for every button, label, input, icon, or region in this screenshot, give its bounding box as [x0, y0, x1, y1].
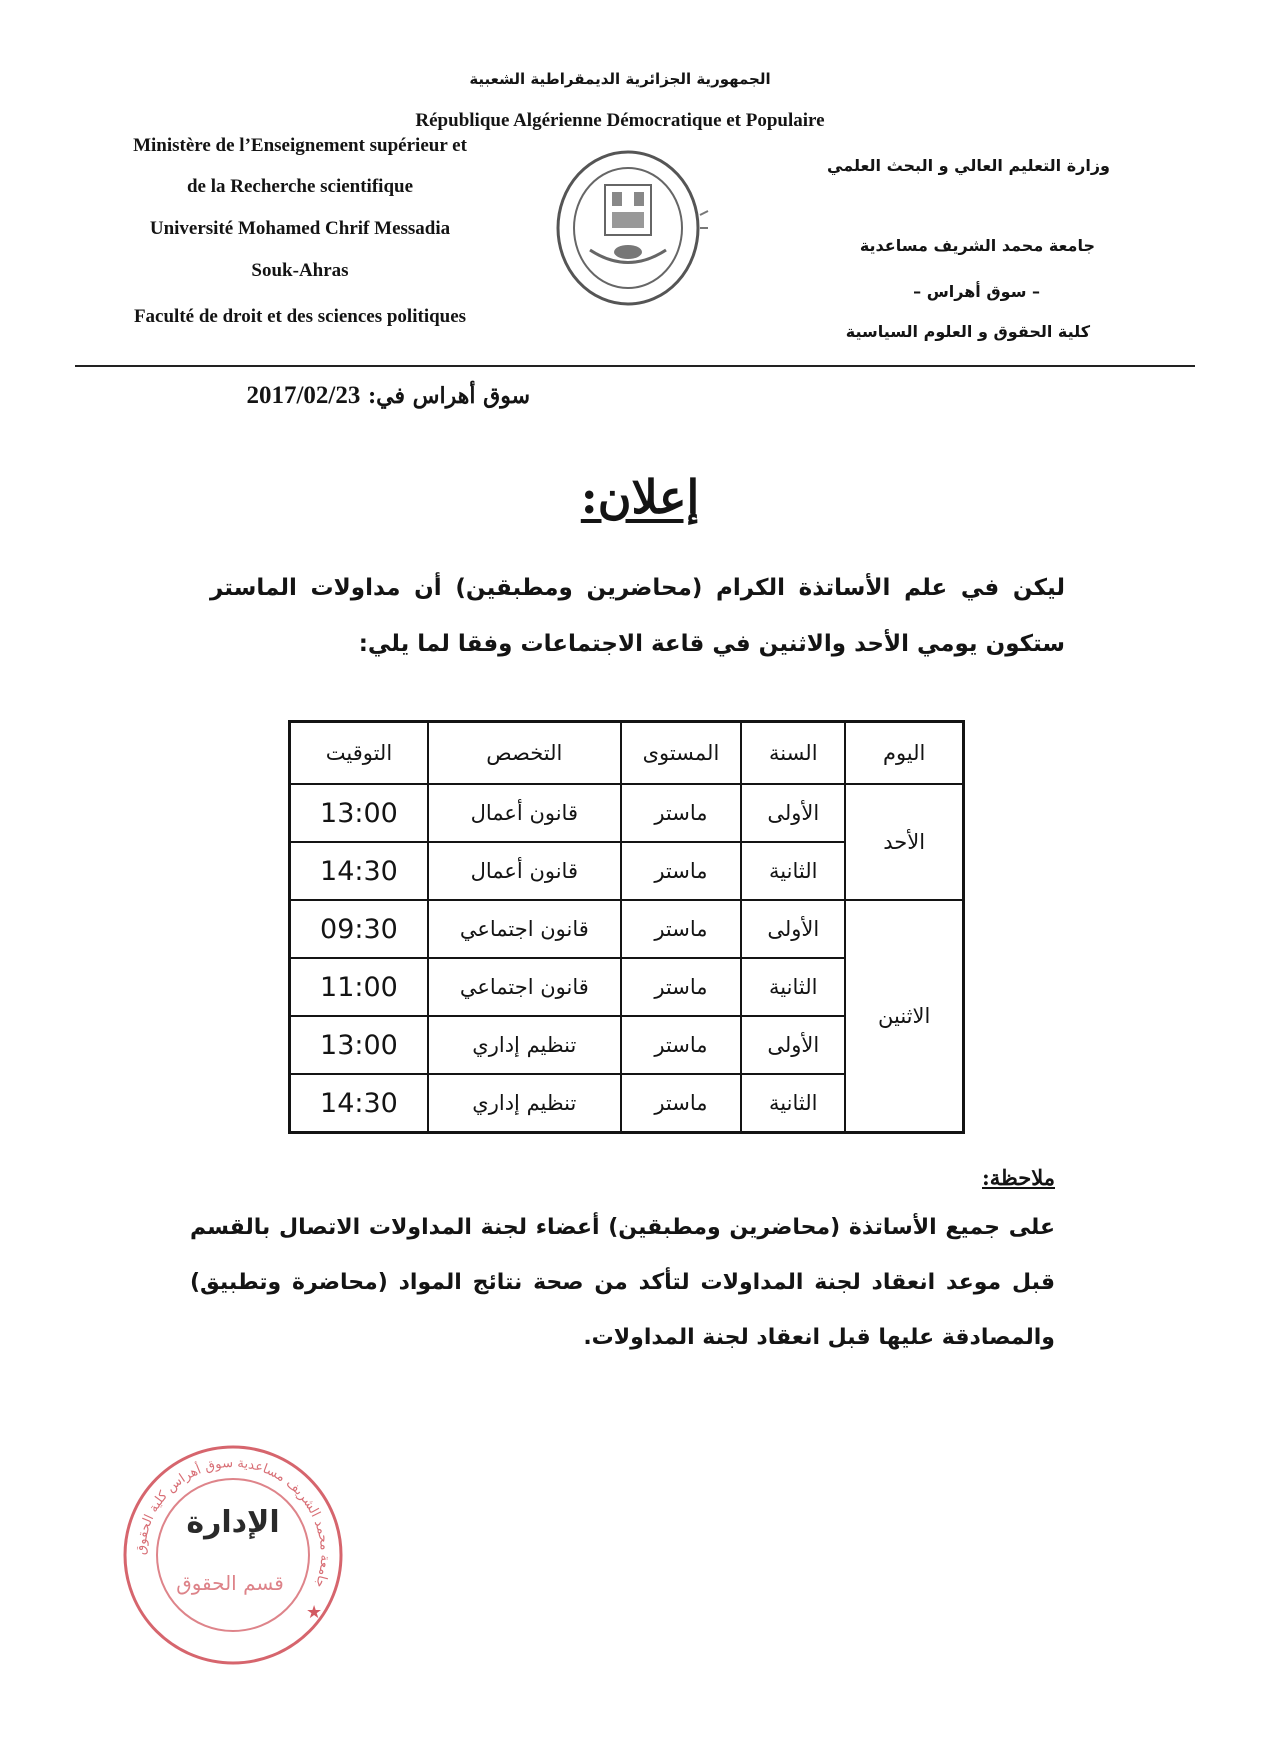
city-ar: – سوق أهراس – [913, 282, 1040, 301]
faculty-ar: كلية الحقوق و العلوم السياسية [845, 322, 1090, 341]
note-paragraph: على جميع الأساتذة (محاضرين ومطبقين) أعضاء لجنة المداولات الاتصال بالقسم قبل موعد انعقاد لجنة المداولات لتأكد من صحة نتائج المواد (محاضرة وتطبيق) والمصادقة عليها قبل انعقاد لجنة المداولات. [190, 1215, 1055, 1350]
ministry-fr-line1: Ministère de l’Enseignement supérieur et [133, 135, 467, 156]
date-value: 2017/02/23 [246, 382, 361, 409]
city-fr: Souk-Ahras [251, 260, 349, 281]
time-cell: 14:30 [290, 842, 428, 900]
table-row [290, 784, 964, 842]
university-seal-icon [550, 140, 710, 310]
star-icon: ★ [306, 1602, 323, 1623]
republic-title-fr: République Algérienne Démocratique et Populaire [415, 110, 825, 131]
time-cell: 14:30 [290, 1074, 428, 1133]
header-level: المستوى [621, 722, 741, 785]
specialty-cell: قانون اجتماعي [428, 958, 621, 1016]
table-row [290, 900, 964, 958]
year-cell: الأولى [741, 1016, 845, 1074]
date-line [200, 382, 530, 422]
header-year: السنة [741, 722, 845, 785]
ministry-fr-line2: de la Recherche scientifique [186, 176, 414, 197]
stamp-department: قسم الحقوق [176, 1571, 284, 1595]
note-label: ملاحظة: [982, 1165, 1055, 1190]
time-cell: 13:00 [290, 784, 428, 842]
header-divider [75, 365, 1195, 367]
level-cell: ماستر [621, 784, 741, 842]
time-cell: 11:00 [290, 958, 428, 1016]
announcement-title: إعلان: [580, 470, 700, 524]
intro-paragraph: ليكن في علم الأساتذة الكرام (محاضرين ومطبقين) أن مداولات الماستر ستكون يومي الأحد والاثنين في قاعة الاجتماعات وفقا لما يلي: [210, 575, 1065, 657]
faculty-fr: Faculté de droit et des sciences politiques [133, 306, 467, 327]
specialty-cell: تنظيم إداري [428, 1074, 621, 1133]
republic-title-ar: الجمهورية الجزائرية الديمقراطية الشعبية [469, 70, 771, 88]
table-header-row [290, 722, 964, 785]
level-cell: ماستر [621, 842, 741, 900]
level-cell: ماستر [621, 1016, 741, 1074]
day-cell: الاثنين [845, 900, 963, 1133]
specialty-cell: تنظيم إداري [428, 1016, 621, 1074]
specialty-cell: قانون أعمال [428, 784, 621, 842]
university-fr: Université Mohamed Chrif Messadia [149, 218, 451, 239]
schedule-table [288, 720, 965, 1134]
year-cell: الثانية [741, 1074, 845, 1133]
year-cell: الأولى [741, 784, 845, 842]
day-cell: الأحد [845, 784, 963, 900]
date-label: سوق أهراس في: [368, 383, 530, 409]
time-cell: 09:30 [290, 900, 428, 958]
year-cell: الأولى [741, 900, 845, 958]
ministry-ar: وزارة التعليم العالي و البحث العلمي [827, 156, 1110, 175]
specialty-cell: قانون اجتماعي [428, 900, 621, 958]
time-cell: 13:00 [290, 1016, 428, 1074]
stamp-title: الإدارة [186, 1505, 280, 1540]
header-time: التوقيت [290, 722, 428, 785]
header-day: اليوم [845, 722, 963, 785]
level-cell: ماستر [621, 958, 741, 1016]
year-cell: الثانية [741, 842, 845, 900]
specialty-cell: قانون أعمال [428, 842, 621, 900]
year-cell: الثانية [741, 958, 845, 1016]
university-ar: جامعة محمد الشريف مساعدية [859, 236, 1095, 255]
level-cell: ماستر [621, 900, 741, 958]
header-specialty: التخصص [428, 722, 621, 785]
administration-stamp [118, 1440, 348, 1670]
stamp-ring-text: جامعة محمد الشريف مساعدية سوق أهراس كلية الحقوق [133, 1455, 333, 1590]
level-cell: ماستر [621, 1074, 741, 1133]
